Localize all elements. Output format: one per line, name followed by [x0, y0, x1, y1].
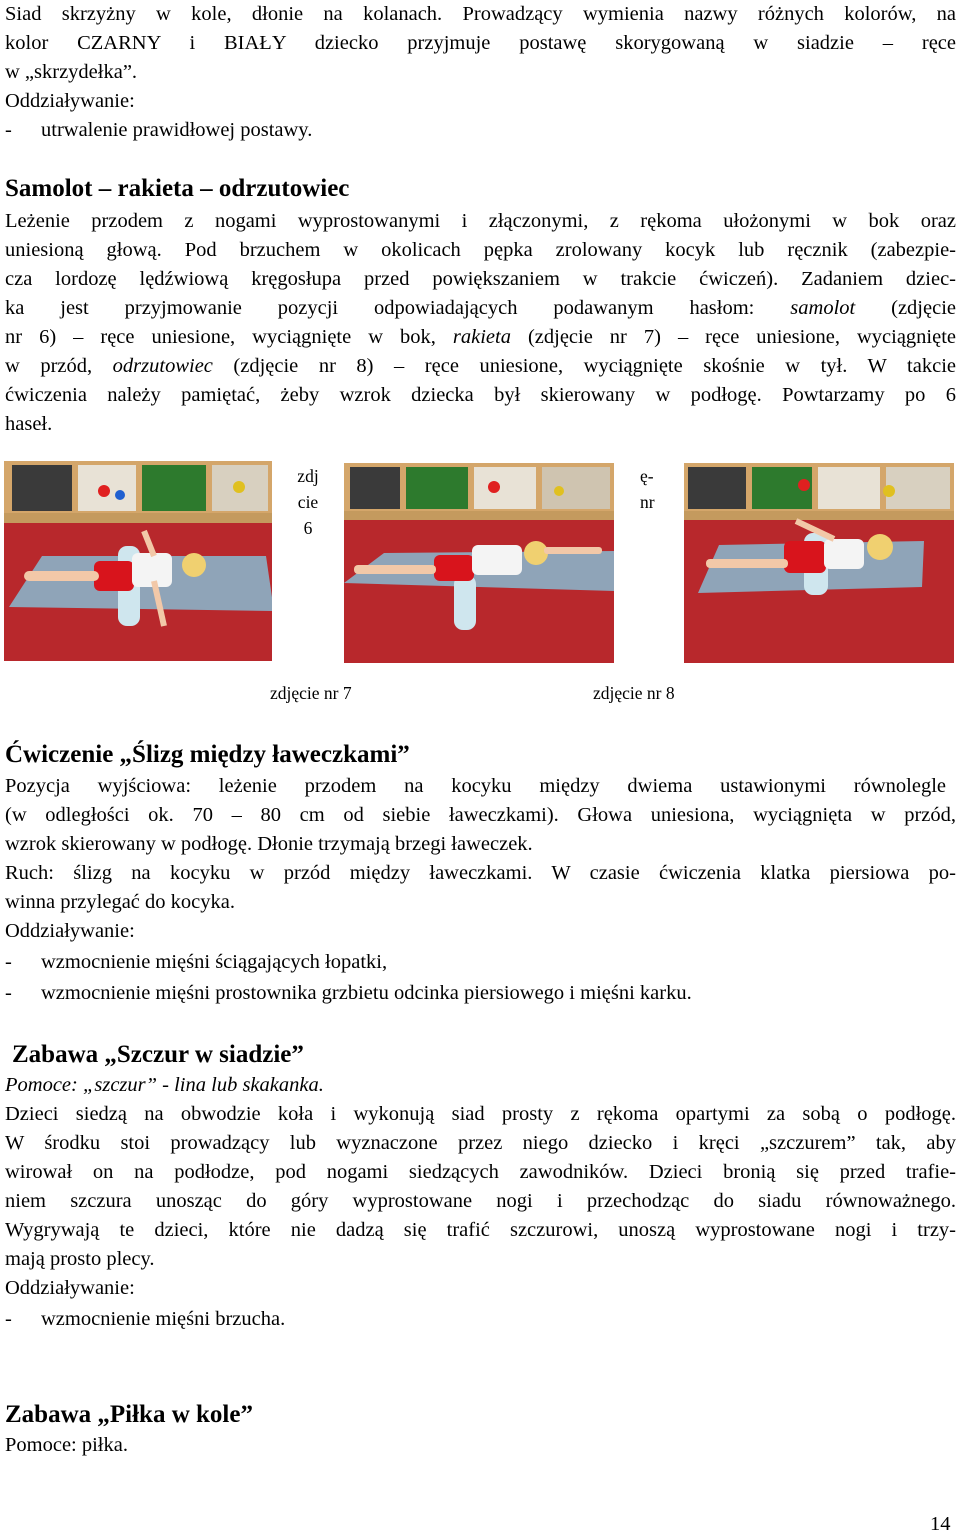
text-span: (zdjęcie nr 8) – ręce uniesione, wyciągnięte skośnie w tył. W takcie — [233, 355, 956, 377]
text-span: cie — [297, 492, 319, 512]
section-heading: Ćwiczenie „Ślizg między ławeczkami” — [5, 741, 410, 768]
text-line: Siad skrzyżny w kole, dłonie na kolanach. Prowadzący wymienia nazwy różnych kolorów, na — [5, 3, 956, 25]
photo-odrzutowiec — [684, 463, 954, 663]
text-span: (zdjęcie nr 7) – ręce uniesione, wyciągnięte — [527, 326, 957, 348]
italic-term: odrzutowiec — [112, 355, 213, 377]
text-line: niem szczura unosząc do góry wyprostowane nogi i przechodząc do siadu równoważnego. — [5, 1190, 956, 1212]
text-span: ka jest przyjmowanie pozycji odpowiadających podawanym hasłom: — [5, 297, 755, 319]
text-line: kolor CZARNY i BIAŁY dziecko przyjmuje postawę skorygowaną w siadzie – ręce — [5, 32, 956, 54]
text-line: uniesioną głową. Pod brzuchem w okolicach pępka zrolowany kocyk lub ręcznik (zabezpie- — [5, 239, 956, 261]
photo-caption: zdjęcie nr 8 — [593, 683, 675, 703]
stray-caption-fragment — [640, 463, 655, 515]
bullet-text: utrwalenie prawidłowej postawy. — [41, 119, 313, 141]
text-line: wzrok skierowany w podłogę. Dłonie trzymają brzegi ławeczek. — [5, 833, 533, 855]
text-line: Oddziaływanie: — [5, 1277, 135, 1299]
text-line: haseł. — [5, 413, 53, 435]
bullet-item — [5, 948, 956, 977]
section-heading: Zabawa „Piłka w kole” — [5, 1401, 253, 1428]
aids-line — [5, 1071, 956, 1100]
text-line: cza lordozę lędźwiową kręgosłupa przed powiększaniem w trakcie ćwiczeń). Zadaniem dziec- — [5, 268, 956, 290]
photo-caption: zdjęcie nr 7 — [270, 683, 352, 703]
text-span: 6 — [303, 518, 313, 538]
text-span: (zdjęcie — [891, 297, 956, 319]
text-span: ę- — [640, 466, 654, 486]
bullet-dash: - — [5, 951, 12, 973]
text-line: Leżenie przodem z nogami wyprostowanymi i złączonymi, z rękoma ułożonymi w bok oraz — [5, 210, 956, 232]
text-line: W środku stoi prowadzący lub wyznaczone przez niego dziecko i kręci „szczurem” tak, aby — [5, 1132, 956, 1154]
photo-image — [684, 463, 954, 663]
photo-image — [344, 463, 614, 663]
bullet-dash: - — [5, 982, 12, 1004]
text-line: Dzieci siedzą na obwodzie koła i wykonują siad prosty z rękoma opartymi za sobą o podłogę. — [5, 1103, 956, 1125]
bullet-text: wzmocnienie mięśni brzucha. — [41, 1308, 286, 1330]
aids-line: Pomoce: piłka. — [5, 1434, 128, 1456]
photo-image — [4, 461, 272, 661]
text-span: w przód, — [5, 355, 93, 377]
photo-rakieta — [344, 463, 614, 663]
text-line: Ruch: ślizg na kocyku w przód między ławeczkami. W czasie ćwiczenia klatka piersiowa po- — [5, 862, 956, 884]
text-line: Oddziaływanie: — [5, 90, 135, 112]
section-heading: Zabawa „Szczur w siadzie” — [12, 1041, 304, 1068]
bullet-text: wzmocnienie mięśni prostownika grzbietu odcinka piersiowego i mięśni karku. — [41, 982, 692, 1004]
aids-text: Pomoce: „szczur” - lina lub skakanka. — [5, 1074, 324, 1096]
text-line: wirował on na podłodze, pod nogami siedzących zawodników. Dzieci bronią się przed trafie- — [5, 1161, 956, 1183]
bullet-item — [5, 979, 956, 1008]
text-line: mają prosto plecy. — [5, 1248, 155, 1270]
bullet-text: wzmocnienie mięśni ściągających łopatki, — [41, 951, 388, 973]
text-line: w „skrzydełka”. — [5, 61, 138, 83]
text-line: Oddziaływanie: — [5, 920, 135, 942]
bullet-item — [5, 116, 956, 145]
text-line: Pozycja wyjściowa: leżenie przodem na kocyku między dwiema ustawionymi równolegle — [5, 775, 946, 797]
text-line: winna przylegać do kocyka. — [5, 891, 235, 913]
italic-term: samolot — [790, 297, 856, 319]
text-line — [5, 294, 956, 323]
page-number: 14 — [930, 1513, 951, 1535]
photo-samolot — [4, 461, 272, 661]
text-line — [5, 352, 956, 381]
text-span: zdj — [297, 466, 319, 486]
italic-term: rakieta — [452, 326, 511, 348]
text-span: nr — [640, 492, 655, 512]
section-heading: Samolot – rakieta – odrzutowiec — [5, 175, 350, 202]
text-line: Wygrywają te dzieci, które nie dadzą się trafić szczurowi, unoszą wyprostowane nogi i trzy- — [5, 1219, 956, 1241]
text-span: nr 6) – ręce uniesione, wyciągnięte w bok, — [5, 326, 436, 348]
text-line: (w odległości ok. 70 – 80 cm od siebie ławeczkami). Głowa uniesiona, wyciągnięta w przód, — [5, 804, 956, 826]
stray-caption-fragment — [296, 463, 320, 541]
text-line — [5, 323, 956, 352]
bullet-dash: - — [5, 119, 12, 141]
bullet-dash: - — [5, 1308, 12, 1330]
text-line: ćwiczenia należy pamiętać, żeby wzrok dziecka był skierowany w podłogę. Powtarzamy po 6 — [5, 384, 956, 406]
bullet-item — [5, 1305, 956, 1334]
